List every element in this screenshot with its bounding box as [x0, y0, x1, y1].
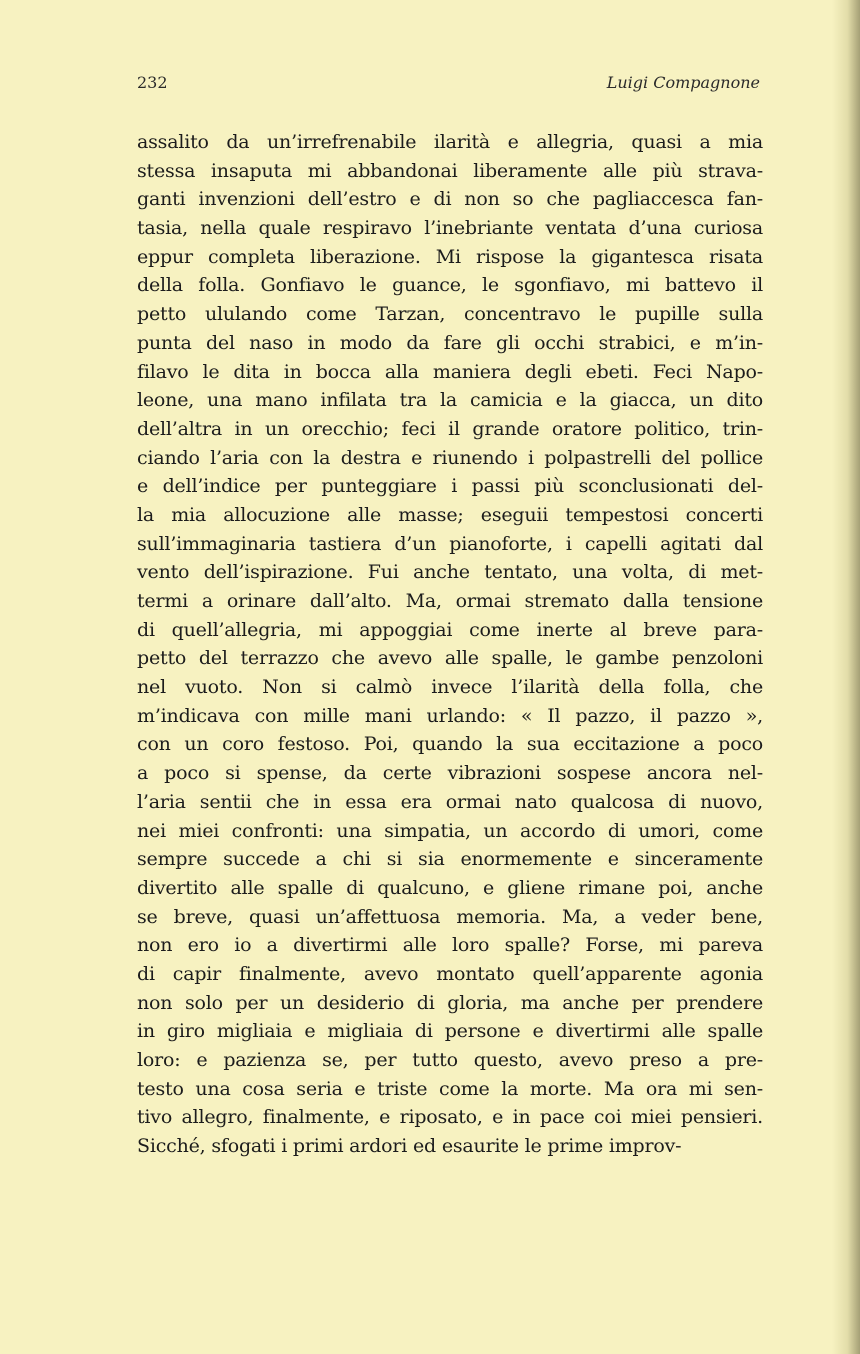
text-line: di quell’allegria, mi appoggiai come inerte al breve para- [137, 618, 763, 641]
text-line: testo una cosa seria e triste come la morte. Ma ora mi sen- [137, 1077, 763, 1100]
text-line: ciando l’aria con la destra e riunendo i polpastrelli del pollice [137, 446, 763, 469]
text-line: a poco si spense, da certe vibrazioni sospese ancora nel- [137, 762, 763, 785]
text-line: assalito da un’irrefrenabile ilarità e allegria, quasi a mia [137, 131, 763, 153]
text-line: filavo le dita in bocca alla maniera degli ebeti. Feci Napo- [137, 360, 763, 383]
text-line: nei miei confronti: una simpatia, un accordo di umori, come [137, 819, 763, 842]
text-line: vento dell’ispirazione. Fui anche tentato, una volta, di met- [137, 561, 763, 584]
text-line: eppur completa liberazione. Mi rispose la gigantesca risata [137, 245, 763, 268]
text-line: non ero io a divertirmi alle loro spalle? Forse, mi pareva [137, 934, 763, 957]
text-line: tasia, nella quale respiravo l’inebriante ventata d’una curiosa [137, 217, 763, 240]
text-line: loro: e pazienza se, per tutto questo, avevo preso a pre- [137, 1049, 763, 1071]
text-line: e dell’indice per punteggiare i passi più sconclusionati del- [137, 475, 763, 498]
text-line: non solo per un desiderio di gloria, ma anche per prendere [137, 991, 763, 1014]
text-line: petto ululando come Tarzan, concentravo le pupille sulla [137, 303, 763, 326]
text-line: con un coro festoso. Poi, quando la sua eccitazione a poco [137, 733, 763, 756]
text-line: Sicché, sfogati i primi ardori ed esaurite le prime improv- [137, 1135, 682, 1158]
text-line: nel vuoto. Non si calmò invece l’ilarità della folla, che [137, 676, 763, 699]
text-line: in giro migliaia e migliaia di persone e divertirmi alle spalle [137, 1020, 763, 1043]
text-line: sull’immaginaria tastiera d’un pianoforte, i capelli agitati dal [137, 532, 763, 555]
text-line: sempre succede a chi si sia enormemente e sinceramente [137, 848, 763, 871]
text-line: ganti invenzioni dell’estro e di non so che pagliaccesca fan- [137, 188, 763, 211]
text-line: la mia allocuzione alle masse; eseguii tempestosi concerti [137, 503, 763, 526]
text-line: dell’altra in un orecchio; feci il grande oratore politico, trin- [137, 417, 763, 440]
text-line: leone, una mano infilata tra la camicia e la giacca, un dito [137, 389, 763, 412]
text-line: m’indicava con mille mani urlando: « Il pazzo, il pazzo », [137, 704, 763, 727]
page-edge-shadow [832, 0, 860, 1354]
text-line: tivo allegro, finalmente, e riposato, e in pace coi miei pensieri. [137, 1106, 763, 1129]
page-number: 232 [137, 73, 168, 92]
running-head-author: Luigi Compagnone [606, 73, 760, 92]
text-line: termi a orinare dall’alto. Ma, ormai stremato dalla tensione [137, 590, 763, 612]
text-line: se breve, quasi un’affettuosa memoria. Ma, a veder bene, [137, 905, 763, 928]
body-text [137, 128, 763, 1161]
text-line: di capir finalmente, avevo montato quell’apparente agonia [137, 962, 763, 985]
text-line: stessa insaputa mi abbandonai liberamente alle più strava- [137, 159, 763, 182]
text-line: l’aria sentii che in essa era ormai nato qualcosa di nuovo, [137, 790, 763, 813]
text-line: della folla. Gonfiavo le guance, le sgonfiavo, mi battevo il [137, 274, 763, 297]
text-line: divertito alle spalle di qualcuno, e gliene rimane poi, anche [137, 876, 763, 899]
text-line: punta del naso in modo da fare gli occhi strabici, e m’in- [137, 331, 763, 354]
text-line: petto del terrazzo che avevo alle spalle, le gambe penzoloni [137, 647, 763, 670]
